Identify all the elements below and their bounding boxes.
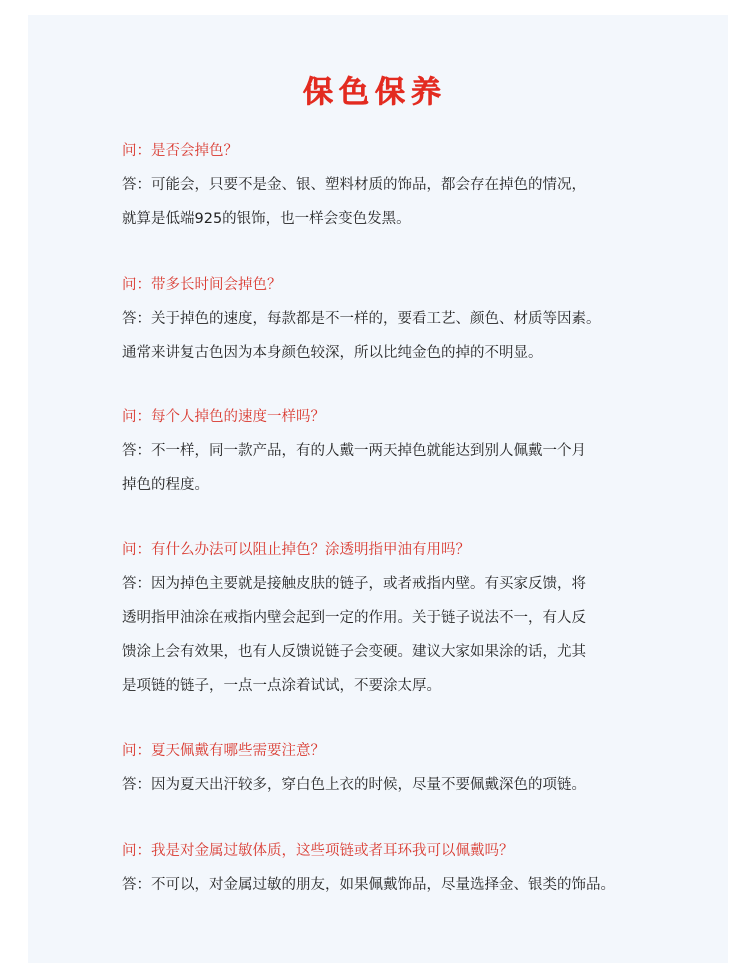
answer-line: 答：因为夏天出汗较多，穿白色上衣的时候，尽量不要佩戴深色的项链。 <box>122 777 586 793</box>
answer-line: 答：关于掉色的速度，每款都是不一样的，要看工艺、颜色、材质等因素。 <box>122 311 601 327</box>
qa-item <box>122 834 707 902</box>
question-text: 问：我是对金属过敏体质，这些项链或者耳环我可以佩戴吗？ <box>122 843 514 859</box>
answer-line: 答：可能会，只要不是金、银、塑料材质的饰品，都会存在掉色的情况， <box>122 177 586 193</box>
question-text: 问：有什么办法可以阻止掉色？涂透明指甲油有用吗？ <box>122 542 470 558</box>
answer-line: 掉色的程度。 <box>122 477 209 493</box>
qa-item <box>122 734 707 802</box>
answer-line: 馈涂上会有效果，也有人反馈说链子会变硬。建议大家如果涂的话，尤其 <box>122 644 586 660</box>
answer-text <box>122 868 707 902</box>
answer-line: 答：因为掉色主要就是接触皮肤的链子，或者戒指内壁。有买家反馈，将 <box>122 576 586 592</box>
answer-text <box>122 434 707 502</box>
qa-item <box>122 400 707 502</box>
answer-text <box>122 168 707 236</box>
qa-item <box>122 268 707 370</box>
qa-item <box>122 533 707 703</box>
question-text: 问：带多长时间会掉色？ <box>122 277 282 293</box>
answer-line: 通常来讲复古色因为本身颜色较深，所以比纯金色的掉的不明显。 <box>122 345 543 361</box>
answer-line: 答：不一样，同一款产品，有的人戴一两天掉色就能达到别人佩戴一个月 <box>122 443 586 459</box>
answer-text <box>122 567 707 703</box>
answer-line: 答：不可以，对金属过敏的朋友，如果佩戴饰品，尽量选择金、银类的饰品。 <box>122 877 615 893</box>
question-text: 问：是否会掉色？ <box>122 143 238 159</box>
answer-line: 就算是低端925的银饰，也一样会变色发黑。 <box>122 211 411 227</box>
answer-line: 是项链的链子，一点一点涂着试试，不要涂太厚。 <box>122 678 441 694</box>
answer-line: 透明指甲油涂在戒指内壁会起到一定的作用。关于链子说法不一，有人反 <box>122 610 586 626</box>
question-text: 问：每个人掉色的速度一样吗？ <box>122 409 325 425</box>
question-text: 问：夏天佩戴有哪些需要注意？ <box>122 743 325 759</box>
qa-item <box>122 134 707 236</box>
answer-text <box>122 768 707 802</box>
page-title: 保色保养 <box>303 75 447 110</box>
answer-text <box>122 302 707 370</box>
